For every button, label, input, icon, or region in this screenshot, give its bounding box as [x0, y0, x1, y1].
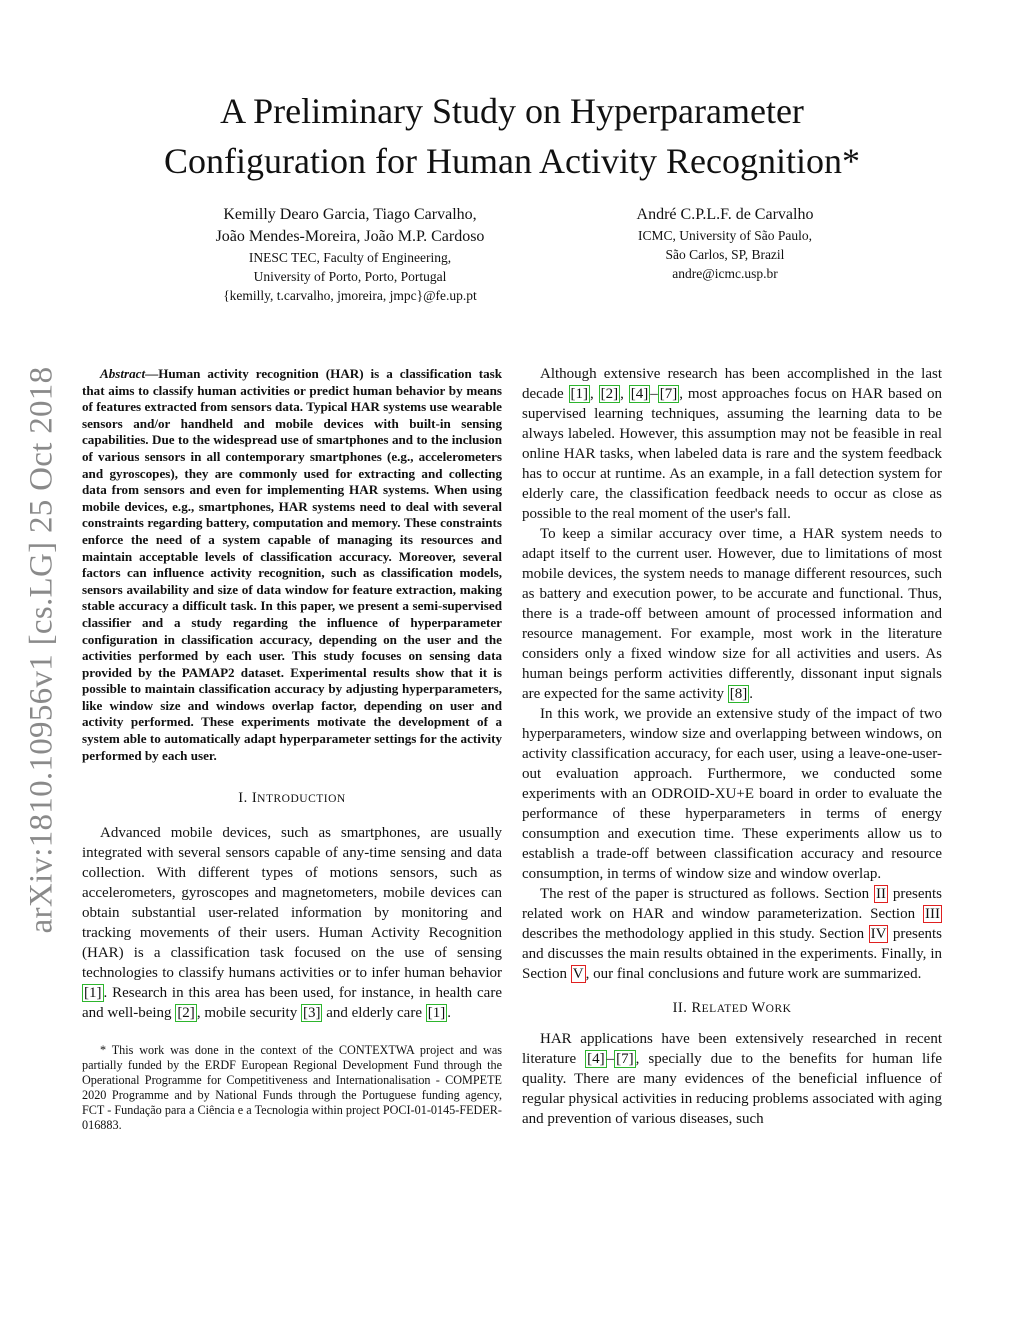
author-name: André C.P.L.F. de Carvalho [636, 206, 814, 223]
citation-link[interactable]: [7] [659, 386, 678, 402]
section-link[interactable]: II [875, 886, 886, 902]
abstract-text: —Human activity recognition (HAR) is a classification task that aims to classify human activities or predict human behavior by means of features extracted from sensors data. Typical HAR systems use wearable sensors and/or handheld and mobile devices with built-in sensing capabilities. Due to the widespread use of smartphones and to the inclusion of various sensors in all contemporary smartphones (e.g., accelerometers and gyroscopes), they are commonly used for extracting and collecting data from sensors and even for implementing HAR systems. When using mobile devices, e.g., smartphones, HAR systems need to deal with several constraints regarding battery, computation and memory. These constraints enforce the need of a system capable of managing its resources and maintain acceptable levels of classification accuracy. Moreover, several factors can influence activity recognition, such as classification models, sensors availability and size of data window for feature extraction, making stable accuracy a difficult task. In this paper, we present a semi-supervised classifier and a study regarding the influence of hyperparameter configuration in classification accuracy, depending on the user and the activities performed by each user. This study focuses on sensing data provided by the PAMAP2 dataset. Experimental results show that it is possible to maintain classification accuracy by adjusting hyperparameters, like window size and windows overlap factor, depending on user and activity performed. These experiments motivate the development of a system able to automatically adapt hyperparameter settings for the activity performed by each user. [82, 366, 502, 763]
citation-link[interactable]: [2] [177, 1005, 195, 1022]
citation-link[interactable]: [1] [427, 1005, 446, 1022]
section-link[interactable]: III [925, 906, 940, 922]
paragraph-2: To keep a similar accuracy over time, a HAR system needs to adapt itself to the current user. However, due to limitations of most mobile devices, the system needs to manage different resources, such as battery and execution power, to be accurate and functional. Thus, there is a trade-off between amount of processed information and resource management. For example, most work in the literature considers only a fixed window size for all activities and users. As human beings perform activities differently, dissonant input signals are expected for the same activity [8] . [522, 526, 942, 702]
author-names-1: Kemilly Dearo Garcia, Tiago Carvalho, [223, 206, 477, 223]
authors-left [150, 204, 550, 305]
left-column [82, 366, 502, 1133]
section-heading-introduction: I. INTRODUCTION [238, 790, 346, 807]
author-email: andre@icmc.usp.br [672, 266, 778, 281]
citation-link[interactable]: [8] [729, 686, 748, 702]
section-link[interactable]: V [572, 966, 584, 982]
author-names-2: João Mendes-Moreira, João M.P. Cardoso [215, 228, 485, 245]
abstract [82, 366, 502, 764]
abstract-label: Abstract [100, 366, 146, 381]
paragraph-1: Although extensive research has been accomplished in the last decade [1] , [2] , [4] – [7] , most approaches focus on HAR based on supervised learning techniques, assuming the learning data to be always labeled. However, this assumption may not be feasible in real online HAR tasks, when labeled data is rare and the system feedback has to occur at runtime. As an example, in a fall detection system for elderly care, the classification feedback needs to occur as close as possible to the real moment of the user's fall. [522, 366, 943, 522]
paragraph-3: In this work, we provide an extensive study of the impact of two hyperparameters, window size and overlapping between windows, on activity classification accuracy, for each user, using a leave-one-user-out evaluation approach. Furthermore, we conducted some experiments with an ODROID-XU+E board in order to evaluate the performance of these hyperparameters in terms of energy consumption and execution time. These experiments allow us to establish a trade-off between classification accuracy and resource consumption, in terms of window size and window overlap. [522, 706, 942, 882]
citation-link[interactable]: [4] [630, 386, 649, 402]
authors-right [575, 204, 875, 283]
citation-link[interactable]: [1] [84, 985, 102, 1002]
affiliation-2: São Carlos, SP, Brazil [665, 247, 785, 262]
citation-link[interactable]: [4] [587, 1051, 605, 1067]
paragraph-5: HAR applications have been extensively researched in recent literature [4] – [7] , specially due to the benefits for human life quality. There are many evidences of the beneficial influence of regular physical activities in reducing problems associated with aging and prevention of various diseases, such [522, 1031, 942, 1127]
title-line-2: Configuration for Human Activity Recognition* [164, 141, 860, 181]
right-column [522, 364, 942, 1129]
section-heading-related-work: II. RELATED WORK [672, 1000, 792, 1016]
section-link[interactable]: IV [870, 926, 887, 942]
paper-title [0, 86, 1024, 186]
footnote: * This work was done in the context of the CONTEXTWA project and was partially funded by the ERDF European Regional Development Fund through the Operational Programme for Competitiveness and Internationalisation - COMPETE 2020 Programme and by National Funds through the Portuguese funding agency, FCT - Fundação para a Ciência e a Tecnologia within project POCI-01-0145-FEDER-016883. [82, 1043, 502, 1133]
citation-link[interactable]: [2] [600, 386, 619, 402]
affiliation-1: INESC TEC, Faculty of Engineering, [248, 250, 452, 265]
affiliation-2: University of Porto, Porto, Portugal [253, 269, 447, 284]
title-line-1: A Preliminary Study on Hyperparameter [220, 91, 804, 131]
citation-link[interactable]: [7] [616, 1051, 634, 1067]
citation-link[interactable]: [3] [302, 1005, 321, 1022]
author-email: {kemilly, t.carvalho, jmoreira, jmpc}@fe.up.pt [223, 288, 477, 303]
arxiv-id[interactable]: arXiv:1810.10956v1 [cs.LG] 25 Oct 2018 [23, 366, 60, 934]
citation-link[interactable]: [1] [570, 386, 588, 402]
affiliation-1: ICMC, University of São Paulo, [638, 228, 812, 243]
paragraph-4: The rest of the paper is structured as follows. Section II presents related work on HAR and window parameterization. Section III describes the methodology applied in this study. Section IV presents and discusses the main results obtained in the experiments. Finally, in Section V , our final conclusions and future work are summarized. [522, 886, 942, 982]
intro-paragraph: Advanced mobile devices, such as smartphones, are usually integrated with several sensors capable of any-time sensing and data collection. With different types of motions sensors, such as accelerometers, gyroscopes and magnetometers, mobile devices can obtain substantial user-related information by monitoring and tracking movements of their users. Human Activity Recognition (HAR) is a classification task focused on the use of sensing technologies to classify humans activities or to infer human behavior [1] . Research in this area has been used, for instance, in health care and well-being [2] , mobile security [3] and elderly care [1] . [82, 825, 502, 1022]
